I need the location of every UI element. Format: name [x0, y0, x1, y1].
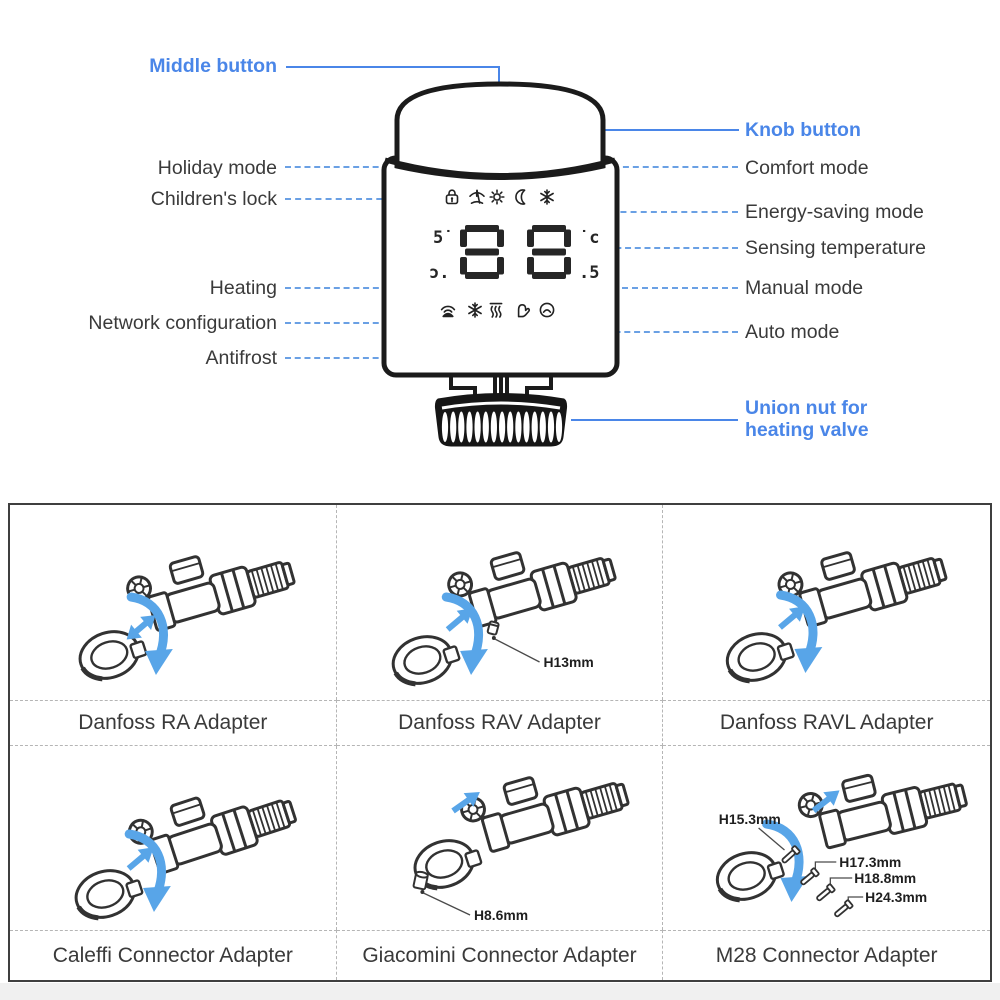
adapter-image-giacomini	[337, 746, 664, 930]
adapter-label-caleffi: Caleffi Connector Adapter	[10, 930, 337, 980]
adapter-image-danfoss-ravl	[663, 505, 990, 700]
callout-knob-button: Knob button	[745, 119, 861, 141]
adapter-label-giacomini: Giacomini Connector Adapter	[337, 930, 664, 980]
display-corner-bl: ɔ.	[429, 263, 450, 283]
adapter-label-danfoss-ra: Danfoss RA Adapter	[10, 700, 337, 746]
callout-comfort-mode: Comfort mode	[745, 157, 869, 179]
callout-childrens-lock: Children's lock	[150, 188, 277, 210]
callout-heating: Heating	[209, 277, 277, 299]
annotation-h18-8mm: H18.8mm	[854, 869, 917, 887]
callout-manual-mode: Manual mode	[745, 277, 864, 299]
callout-sensing-temperature: Sensing temperature	[745, 237, 927, 259]
adapter-label-danfoss-rav: Danfoss RAV Adapter	[337, 700, 664, 746]
union-nut-line2: heating valve	[745, 419, 869, 441]
union-nut-line1: Union nut for	[745, 397, 868, 419]
annotation-h15-3mm: H15.3mm	[719, 810, 782, 828]
union-nut	[435, 394, 566, 447]
pin-h13	[487, 621, 499, 635]
adapter-image-m28	[663, 746, 990, 930]
display-corner-br: .5	[579, 263, 600, 283]
pin-h86	[413, 871, 428, 890]
annotation-h24-3mm: H24.3mm	[865, 888, 928, 906]
display-corner-tr: ˙c	[579, 228, 600, 248]
knob-dome	[397, 84, 603, 178]
adapter-image-caleffi	[10, 746, 337, 930]
thermostat-device	[375, 58, 625, 453]
callout-auto-mode: Auto mode	[745, 321, 840, 343]
annotation-h17-3mm: H17.3mm	[839, 853, 902, 871]
callout-union-nut	[745, 397, 869, 441]
callout-middle-button: Middle button	[149, 55, 277, 77]
adapter-label-m28: M28 Connector Adapter	[663, 930, 990, 980]
annotation-h13mm: H13mm	[543, 653, 594, 671]
callout-network-configuration: Network configuration	[88, 312, 277, 334]
callout-antifrost: Antifrost	[205, 347, 277, 369]
adapter-label-danfoss-ravl: Danfoss RAVL Adapter	[663, 700, 990, 746]
adapter-image-danfoss-ra	[10, 505, 337, 700]
annotation-h8-6mm: H8.6mm	[473, 906, 528, 924]
display-corner-tl: 5˙	[433, 228, 454, 248]
adapter-image-danfoss-rav	[337, 505, 664, 700]
adapter-grid	[8, 503, 992, 982]
bottom-strip	[0, 983, 1000, 1000]
callout-energy-saving-mode: Energy-saving mode	[745, 201, 924, 223]
callout-holiday-mode: Holiday mode	[157, 157, 277, 179]
